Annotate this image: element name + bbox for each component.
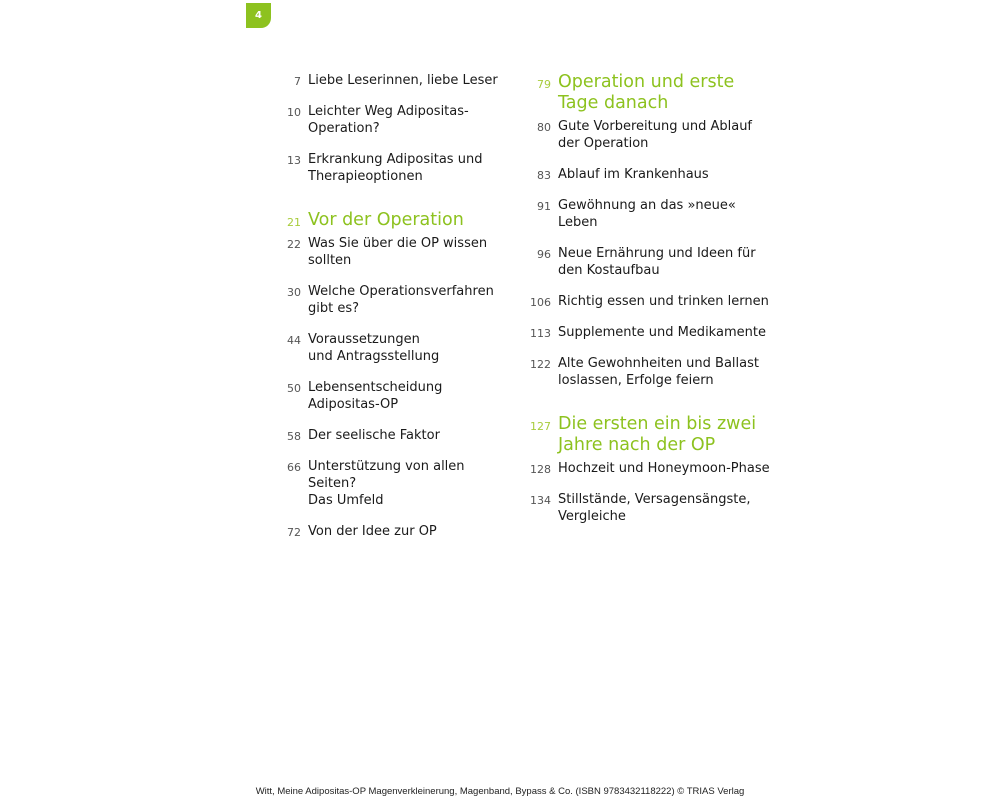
toc-entry: [270, 458, 515, 509]
page-number-badge: 4: [246, 3, 271, 28]
toc-title-line: Ablauf im Krankenhaus: [558, 167, 709, 182]
toc-page-number: 66: [287, 461, 301, 474]
toc-entry: [520, 118, 770, 152]
toc-title-line: Jahre nach der OP: [558, 435, 716, 455]
toc-title-line: Vor der Operation: [308, 210, 464, 230]
toc-title: [308, 235, 515, 269]
toc-page-number: 30: [287, 286, 301, 299]
toc-title: [308, 72, 515, 89]
toc-page-number: 83: [537, 169, 551, 182]
toc-title-line: loslassen, Erfolge feiern: [558, 373, 714, 388]
toc-title: [308, 458, 515, 509]
toc-title-line: Hochzeit und Honeymoon-Phase: [558, 461, 770, 476]
toc-page-number: 13: [287, 154, 301, 167]
toc-page-number: 113: [530, 327, 551, 340]
toc-page-number: 10: [287, 106, 301, 119]
toc-entry: [270, 103, 515, 137]
toc-entry: [270, 235, 515, 269]
toc-entry: [520, 460, 770, 477]
toc-title-line: Gewöhnung an das »neue«: [558, 198, 736, 213]
toc-page-number: 72: [287, 526, 301, 539]
toc-title: [558, 491, 770, 525]
toc-section-heading: [270, 210, 515, 231]
toc-title-line: Leben: [558, 215, 598, 230]
toc-page-number: 50: [287, 382, 301, 395]
toc-title: [308, 210, 515, 231]
toc-title-line: Supplemente und Medikamente: [558, 325, 766, 340]
toc-title: [558, 72, 770, 114]
toc-page-number: 134: [530, 494, 551, 507]
toc-entry: [270, 379, 515, 413]
toc-entry: [270, 72, 515, 89]
toc-entry: [270, 151, 515, 185]
toc-title: [558, 355, 770, 389]
toc-title-line: sollten: [308, 253, 352, 268]
toc-title-line: den Kostaufbau: [558, 263, 660, 278]
toc-page-number: 91: [537, 200, 551, 213]
toc-entry: [520, 293, 770, 310]
toc-title-line: und Antragsstellung: [308, 349, 440, 364]
toc-title-line: Liebe Leserinnen, liebe Leser: [308, 73, 498, 88]
toc-page-number: 44: [287, 334, 301, 347]
toc-title-line: Operation?: [308, 121, 380, 136]
toc-title: [308, 151, 515, 185]
toc-title-line: Der seelische Faktor: [308, 428, 440, 443]
toc-title-line: Stillstände, Versagensängste,: [558, 492, 751, 507]
copyright-footer: Witt, Meine Adipositas-OP Magenverkleinerung, Magenband, Bypass & Co. (ISBN 9783432118222) © TRIAS Verlag: [255, 786, 745, 797]
toc-title: [558, 245, 770, 279]
toc-title-line: Tage danach: [558, 93, 669, 113]
toc-entry: [520, 324, 770, 341]
toc-entry: [270, 331, 515, 365]
toc-title-line: gibt es?: [308, 301, 360, 316]
toc-title-line: Erkrankung Adipositas und: [308, 152, 483, 167]
toc-entry: [520, 197, 770, 231]
toc-title-line: Gute Vorbereitung und Ablauf: [558, 119, 753, 134]
toc-title: [558, 166, 770, 183]
toc-page-number: 21: [287, 216, 301, 229]
toc-title-line: Von der Idee zur OP: [308, 524, 437, 539]
toc-page-number: 128: [530, 463, 551, 476]
toc-page-number: 127: [530, 420, 551, 433]
toc-section-heading: [520, 414, 770, 456]
toc-title-line: Neue Ernährung und Ideen für: [558, 246, 756, 261]
toc-title-line: Alte Gewohnheiten und Ballast: [558, 356, 759, 371]
toc-title: [308, 331, 515, 365]
toc-entry: [520, 166, 770, 183]
toc-right-column: [520, 72, 770, 525]
toc-page-number: 122: [530, 358, 551, 371]
toc-entry: [520, 491, 770, 525]
toc-title: [308, 283, 515, 317]
toc-title-line: Was Sie über die OP wissen: [308, 236, 488, 251]
toc-left-column: [270, 72, 515, 540]
toc-title-line: Das Umfeld: [308, 493, 384, 508]
toc-title-line: Welche Operationsverfahren: [308, 284, 494, 299]
toc-title-line: Leichter Weg Adipositas-: [308, 104, 469, 119]
toc-title-line: Adipositas-OP: [308, 397, 399, 412]
toc-title: [558, 324, 770, 341]
toc-page-number: 96: [537, 248, 551, 261]
toc-title-line: Richtig essen und trinken lernen: [558, 294, 769, 309]
toc-title: [308, 427, 515, 444]
toc-page-number: 79: [537, 78, 551, 91]
toc-page-number: 106: [530, 296, 551, 309]
toc-page-number: 7: [294, 75, 301, 88]
toc-title: [308, 523, 515, 540]
toc-entry: [520, 245, 770, 279]
toc-title-line: Lebensentscheidung: [308, 380, 443, 395]
toc-title-line: Voraussetzungen: [308, 332, 420, 347]
toc-title: [308, 379, 515, 413]
toc-page-number: 58: [287, 430, 301, 443]
toc-title: [558, 293, 770, 310]
toc-title-line: Unterstützung von allen Seiten?: [308, 459, 465, 491]
toc-entry: [270, 427, 515, 444]
toc-title: [558, 414, 770, 456]
toc-title: [558, 460, 770, 477]
toc-section-heading: [520, 72, 770, 114]
toc-entry: [270, 523, 515, 540]
toc-title: [558, 197, 770, 231]
toc-title: [558, 118, 770, 152]
toc-title-line: Therapieoptionen: [308, 169, 423, 184]
toc-page-number: 80: [537, 121, 551, 134]
toc-title: [308, 103, 515, 137]
toc-title-line: Vergleiche: [558, 509, 626, 524]
toc-entry: [520, 355, 770, 389]
toc-title-line: der Operation: [558, 136, 649, 151]
toc-entry: [270, 283, 515, 317]
toc-page-number: 22: [287, 238, 301, 251]
toc-title-line: Die ersten ein bis zwei: [558, 414, 757, 434]
toc-title-line: Operation und erste: [558, 72, 735, 92]
